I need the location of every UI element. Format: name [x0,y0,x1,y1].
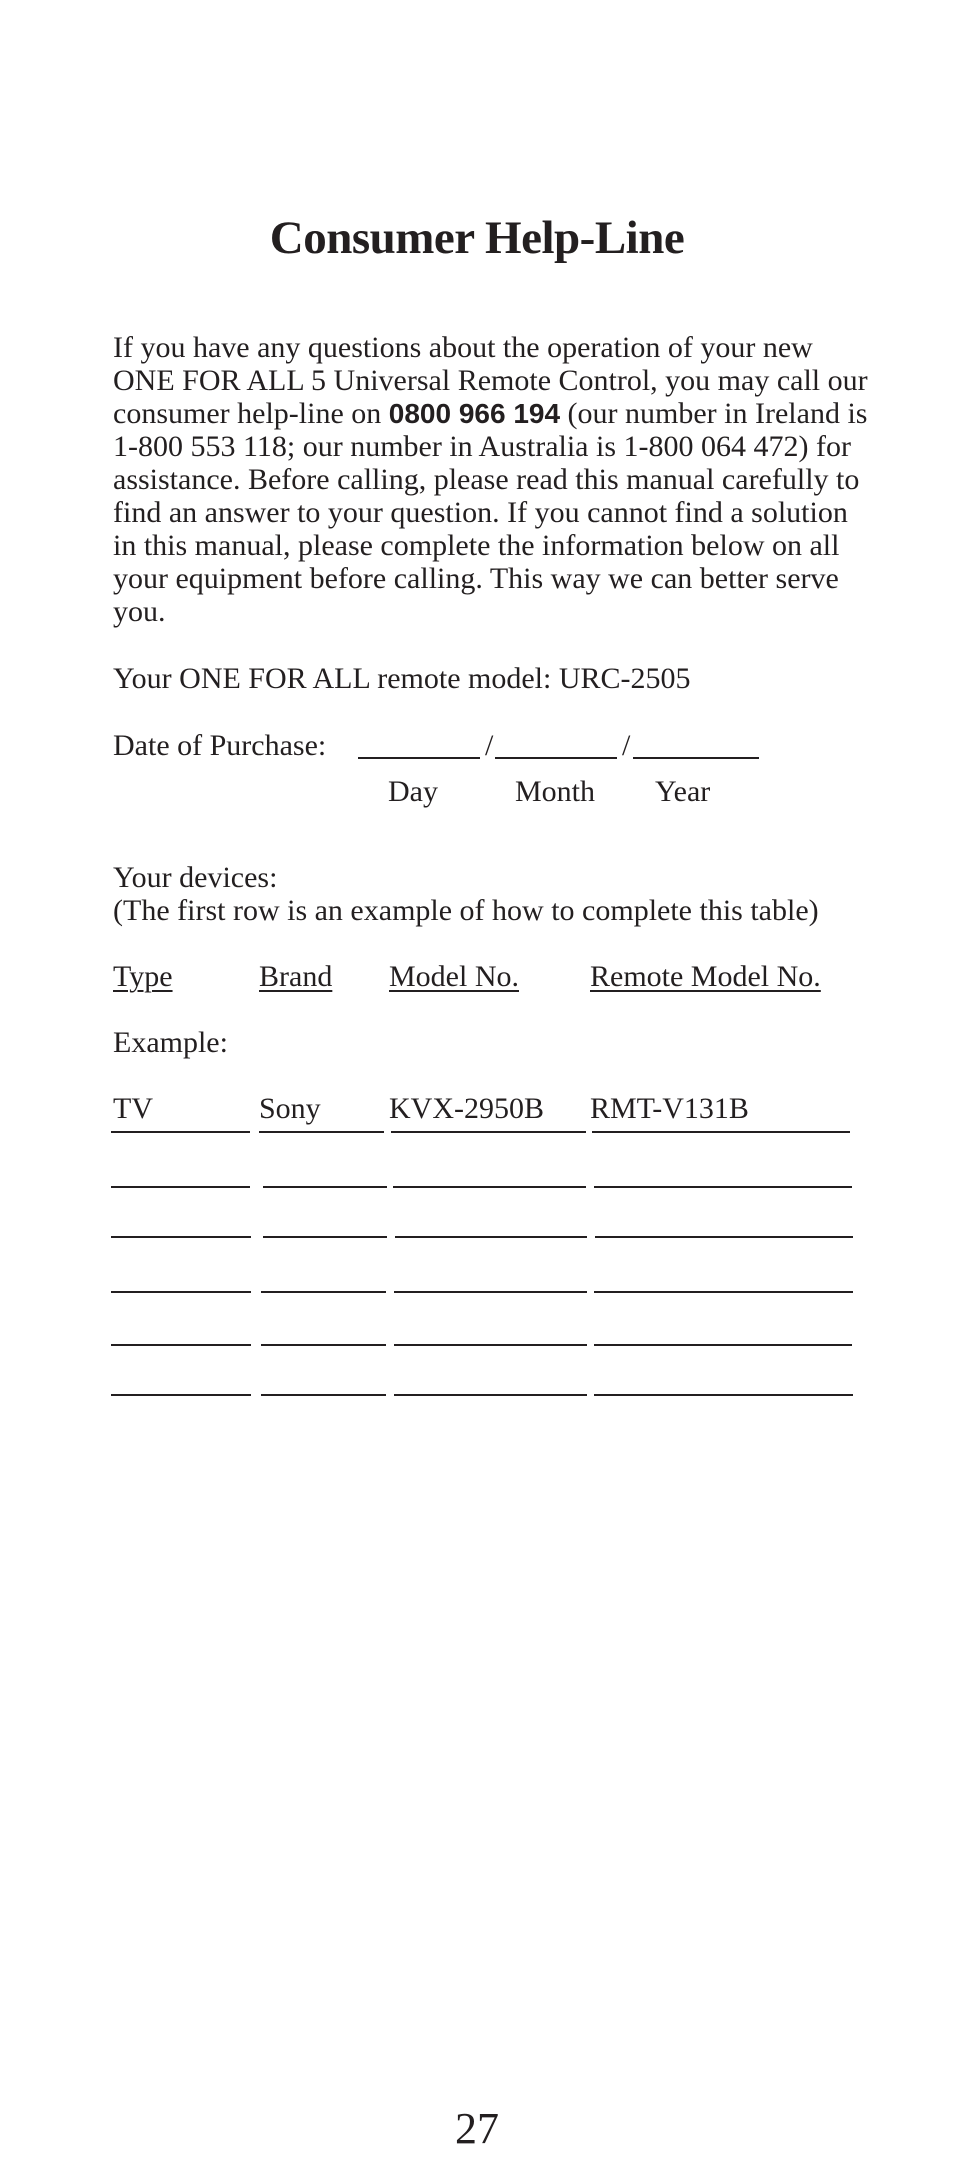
brand-blank[interactable] [263,1186,387,1188]
date-separator: / [622,729,631,762]
type-blank[interactable] [111,1236,251,1238]
column-header-remote-model-no: Remote Model No. [590,960,821,993]
type-blank[interactable] [111,1186,250,1188]
model-no-blank[interactable] [394,1344,587,1346]
column-header-brand: Brand [259,960,333,993]
brand-blank[interactable] [261,1394,386,1396]
type-blank[interactable] [111,1291,251,1293]
devices-note: (The first row is an example of how to complete this table) [113,894,819,927]
intro-text-before-phone: If you have any questions about the operation of your new ONE FOR ALL 5 Universal Remote Control, you may call our consumer help-line on [113,331,868,430]
model-no-blank[interactable] [394,1394,587,1396]
date-of-purchase-label: Date of Purchase: [113,729,327,762]
brand-blank[interactable] [263,1236,387,1238]
brand-blank[interactable] [261,1344,386,1346]
column-header-model-no: Model No. [389,960,519,993]
example-cell-type: TV [113,1092,153,1125]
intro-text-after-phone: (our number in Ireland is 1-800 553 118; our number in Australia is 1-800 064 472) for assistance. Before calling, please read this manual carefully to find an answer to your question. If you cannot find a solution in this manual, please complete the information below on all your equipment before calling. This way we can better serve you. [113,397,868,628]
type-blank[interactable] [111,1344,251,1346]
remote-model-no-blank[interactable] [594,1344,852,1346]
helpline-phone-number: 0800 966 194 [388,398,561,429]
model-no-blank[interactable] [391,1131,586,1133]
date-separator: / [485,729,494,762]
model-no-blank[interactable] [394,1291,587,1293]
example-cell-remote-model-no: RMT-V131B [590,1092,749,1125]
brand-blank[interactable] [261,1291,386,1293]
example-cell-model-no: KVX-2950B [389,1092,544,1125]
page-title: Consumer Help-Line [269,212,685,264]
type-blank[interactable] [111,1394,251,1396]
example-label: Example: [113,1026,228,1059]
year-label: Year [655,775,711,808]
page-number: 27 [455,2104,499,2153]
day-label: Day [388,775,438,808]
month-label: Month [515,775,596,808]
brand-blank[interactable] [259,1131,384,1133]
remote-model-no-blank[interactable] [594,1394,853,1396]
example-cell-brand: Sony [259,1092,321,1125]
column-header-type: Type [113,960,173,993]
purchase-year-blank[interactable] [633,757,759,759]
purchase-day-blank[interactable] [358,757,480,759]
remote-model-no-blank[interactable] [592,1131,850,1133]
intro-paragraph [113,331,873,628]
model-no-blank[interactable] [395,1236,587,1238]
devices-heading: Your devices: [113,861,278,894]
purchase-month-blank[interactable] [495,757,617,759]
remote-model-line: Your ONE FOR ALL remote model: URC-2505 [113,662,691,695]
remote-model-no-blank[interactable] [594,1291,853,1293]
remote-model-no-blank[interactable] [595,1236,853,1238]
type-blank[interactable] [111,1131,250,1133]
remote-model-no-blank[interactable] [594,1186,852,1188]
model-no-blank[interactable] [393,1186,586,1188]
